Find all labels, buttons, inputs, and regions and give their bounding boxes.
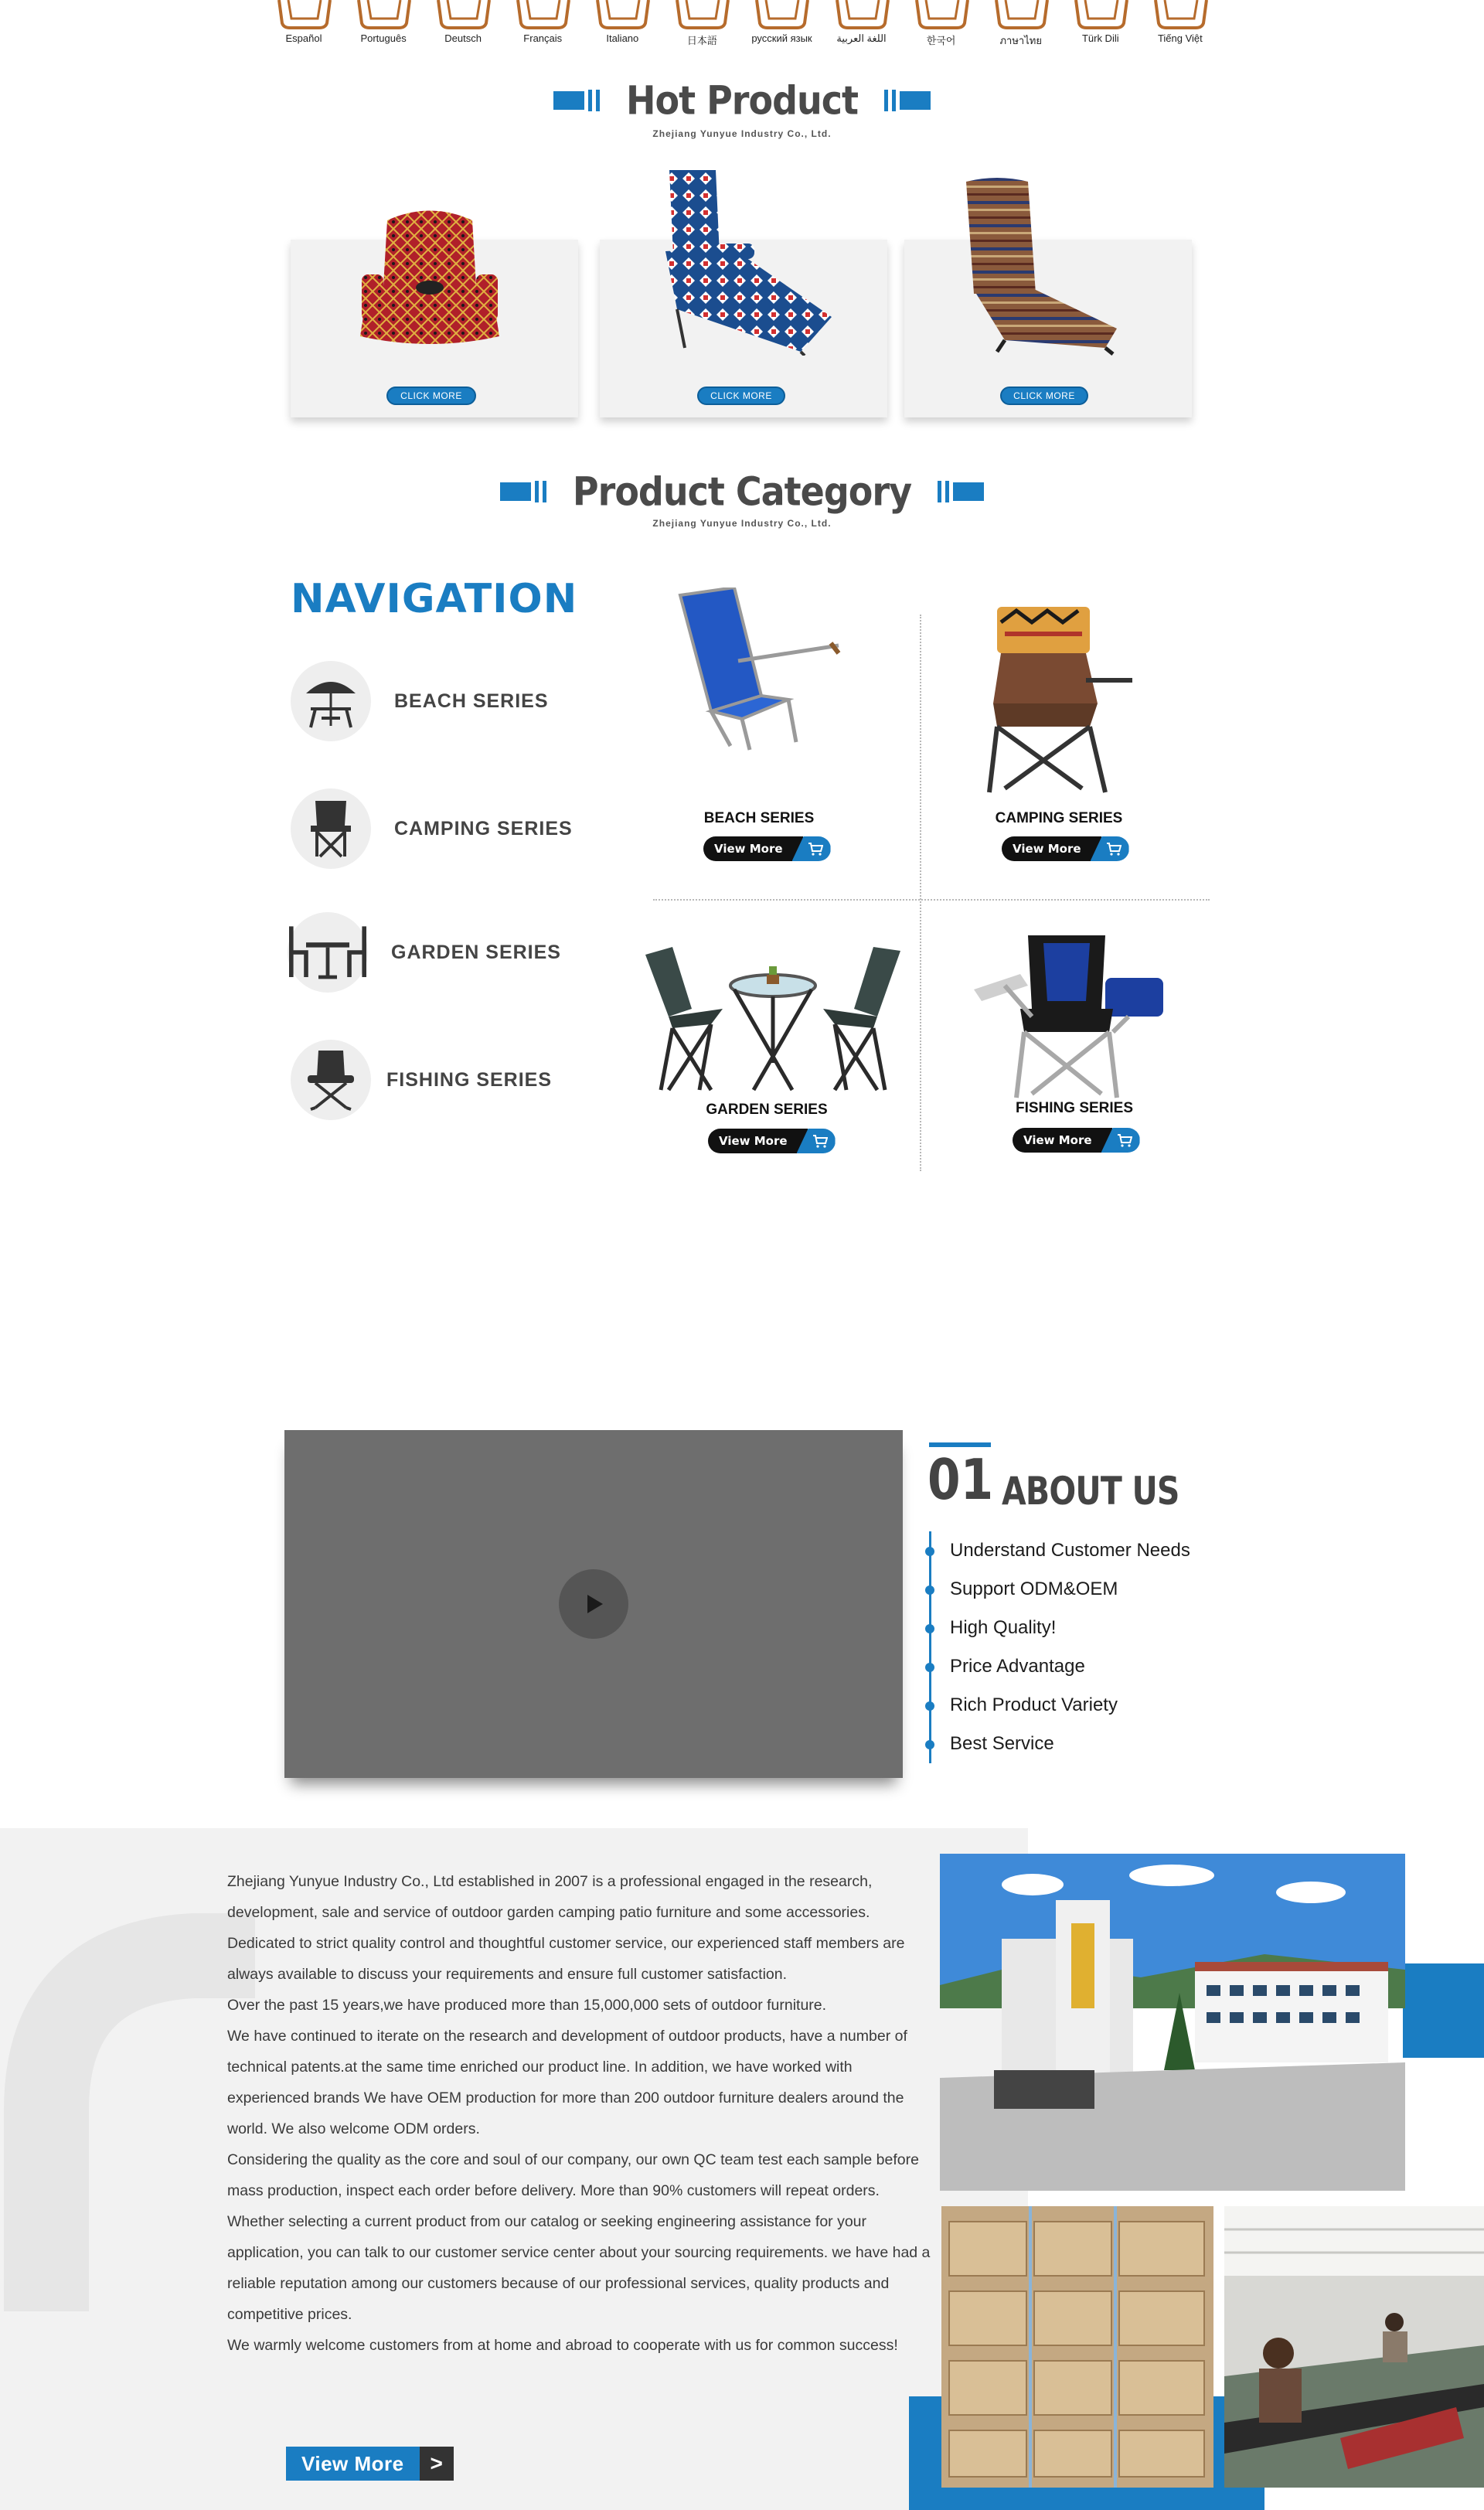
intro-paragraph: We warmly welcome customers from at home and abroad to cooperate with us for common success!	[227, 2337, 898, 2354]
umbrella-chair-icon	[291, 661, 371, 741]
language-label: Deutsch	[444, 32, 482, 44]
language-label: Türk Dili	[1081, 32, 1119, 44]
floor-chair-red-image	[345, 201, 515, 356]
language-label: русский язык	[751, 32, 812, 44]
view-more-label: View More	[708, 1129, 808, 1153]
language-label: ภาษาไทย	[999, 35, 1042, 46]
language-option[interactable]	[988, 0, 1054, 54]
about-title: ABOUT US	[1002, 1469, 1179, 1514]
click-more-button[interactable]: CLICK MORE	[1000, 387, 1088, 405]
warehouse-photo	[941, 2206, 1213, 2488]
about-point: Rich Product Variety	[931, 1686, 1190, 1725]
workshop-photo	[1224, 2206, 1484, 2488]
grid-divider-vertical	[920, 615, 921, 1171]
category-label: FISHING SERIES	[1015, 1100, 1134, 1116]
language-option[interactable]	[908, 0, 975, 54]
intro-view-more-button[interactable]	[286, 2447, 454, 2481]
language-flag-icon	[1151, 0, 1210, 29]
grid-divider-horizontal	[653, 899, 1210, 901]
lounger-blue-image	[646, 170, 839, 356]
view-more-button[interactable]	[1013, 1128, 1140, 1153]
hot-product-heading	[541, 73, 943, 128]
beach-chair-image[interactable]	[665, 587, 842, 758]
intro-paragraph: Dedicated to strict quality control and thoughtful customer service, our experienced staff members are always available to discuss your requirements and ensure full customer satisfaction.	[227, 1935, 905, 1983]
nav-item-camping[interactable]	[291, 788, 573, 869]
nav-item-label: BEACH SERIES	[394, 690, 549, 712]
language-flag-icon	[354, 0, 413, 29]
language-label: اللغة العربية	[836, 32, 887, 44]
view-more-button[interactable]	[1002, 836, 1129, 861]
language-label: Português	[360, 32, 407, 44]
nav-item-beach[interactable]	[291, 661, 549, 741]
view-more-label: View More	[1002, 836, 1101, 861]
language-option[interactable]	[669, 0, 735, 54]
product-category-subtitle: Zhejiang Yunyue Industry Co., Ltd.	[652, 518, 832, 529]
play-button[interactable]	[559, 1569, 628, 1639]
about-number: 01	[928, 1447, 994, 1512]
intro-paragraph: Zhejiang Yunyue Industry Co., Ltd established in 2007 is a professional engaged in the research, development, sale and service of outdoor garden camping patio furniture and some accessories.	[227, 1873, 873, 1921]
language-flag-icon	[672, 0, 731, 29]
play-icon	[580, 1591, 607, 1617]
language-option[interactable]	[509, 0, 576, 54]
language-flag-icon	[832, 0, 891, 29]
language-flag-icon	[912, 0, 971, 29]
intro-paragraph: Over the past 15 years,we have produced more than 15,000,000 sets of outdoor furniture.	[227, 1997, 827, 2014]
product-category-heading	[495, 464, 989, 519]
product-card[interactable]	[291, 240, 578, 417]
view-more-button[interactable]	[708, 1129, 836, 1153]
title-deco-left	[553, 90, 600, 111]
intro-paragraph: Considering the quality as the core and soul of our company, our own QC team test each sample before mass production, inspect each order before delivery. More than 90% customers will repeat orders. Whether selecting a current product from our catalog or seeking engineering assistance for your application, you can talk to our customer service center about your sourcing requirements. we have had a reliable reputation among our customers because of our professional services, quality products and competitive prices.	[227, 2151, 931, 2323]
language-option[interactable]	[430, 0, 496, 54]
language-option[interactable]	[589, 0, 655, 54]
garden-table-icon	[288, 912, 368, 993]
nav-item-label: FISHING SERIES	[386, 1068, 553, 1091]
title-deco-right	[938, 481, 984, 502]
language-flag-icon	[593, 0, 652, 29]
language-option[interactable]	[350, 0, 417, 54]
hot-product-subtitle: Zhejiang Yunyue Industry Co., Ltd.	[652, 128, 832, 139]
factory-building-photo	[940, 1854, 1405, 2191]
company-introduction	[227, 1866, 931, 2361]
intro-paragraph: We have continued to iterate on the research and development of outdoor products, have a number of technical patents.at the same time enriched our product line. In addition, we have worked with experienced brands We have OEM production for more than 200 outdoor furniture dealers around the world. We also welcome ODM orders.	[227, 2028, 907, 2137]
nav-item-label: GARDEN SERIES	[391, 941, 561, 963]
nav-item-label: CAMPING SERIES	[394, 817, 573, 840]
title-deco-right	[884, 90, 931, 111]
language-option[interactable]	[1147, 0, 1213, 54]
language-flag-icon	[1071, 0, 1130, 29]
language-option[interactable]	[748, 0, 815, 54]
language-flag-icon	[752, 0, 811, 29]
arrow-right-icon: >	[420, 2447, 454, 2481]
fishing-chair-icon	[291, 1040, 371, 1120]
view-more-label: View More	[703, 836, 803, 861]
language-label: 日本語	[686, 35, 717, 46]
language-flag-icon	[992, 0, 1050, 29]
language-label: Français	[523, 32, 563, 44]
language-label: Italiano	[606, 32, 639, 44]
about-point: Price Advantage	[931, 1647, 1190, 1686]
nav-item-garden[interactable]	[288, 912, 561, 993]
about-point: Support ODM&OEM	[931, 1570, 1190, 1609]
language-label: Español	[285, 32, 322, 44]
navigation-title: NAVIGATION	[291, 576, 578, 622]
nav-item-fishing[interactable]	[291, 1040, 552, 1120]
about-points-list	[929, 1531, 1190, 1763]
about-point: Best Service	[931, 1725, 1190, 1763]
view-more-label: View More	[1013, 1128, 1112, 1153]
product-card[interactable]	[904, 240, 1192, 417]
about-point: Understand Customer Needs	[931, 1531, 1190, 1570]
hot-product-title: Hot Product	[625, 77, 859, 124]
language-label: Tiếng Việt	[1157, 32, 1203, 44]
blue-accent-block	[1403, 1963, 1484, 2058]
language-flag-icon	[274, 0, 333, 29]
camping-chair-icon	[291, 788, 371, 869]
language-option[interactable]	[1067, 0, 1134, 54]
click-more-button[interactable]: CLICK MORE	[697, 387, 785, 405]
category-label: CAMPING SERIES	[995, 810, 1123, 826]
language-flag-icon	[434, 0, 492, 29]
product-category-title: Product Category	[572, 468, 912, 515]
title-deco-left	[500, 481, 546, 502]
language-option[interactable]	[271, 0, 337, 54]
view-more-label: View More	[286, 2447, 420, 2481]
language-flag-icon	[513, 0, 572, 29]
category-label: BEACH SERIES	[703, 810, 815, 826]
language-bar	[271, 0, 1213, 54]
language-option[interactable]	[829, 0, 895, 54]
decorative-watermark	[0, 1909, 255, 2311]
floor-chair-brown-image	[951, 178, 1128, 356]
company-video[interactable]	[284, 1430, 903, 1778]
view-more-button[interactable]	[703, 836, 831, 861]
about-point: High Quality!	[931, 1609, 1190, 1647]
product-card[interactable]	[600, 240, 887, 417]
camping-chair-image[interactable]	[982, 603, 1144, 804]
garden-set-image[interactable]	[638, 947, 908, 1094]
language-label: 한국어	[926, 35, 956, 46]
fishing-chair-image[interactable]	[974, 931, 1175, 1102]
category-label: GARDEN SERIES	[706, 1102, 828, 1118]
click-more-button[interactable]: CLICK MORE	[386, 387, 476, 405]
